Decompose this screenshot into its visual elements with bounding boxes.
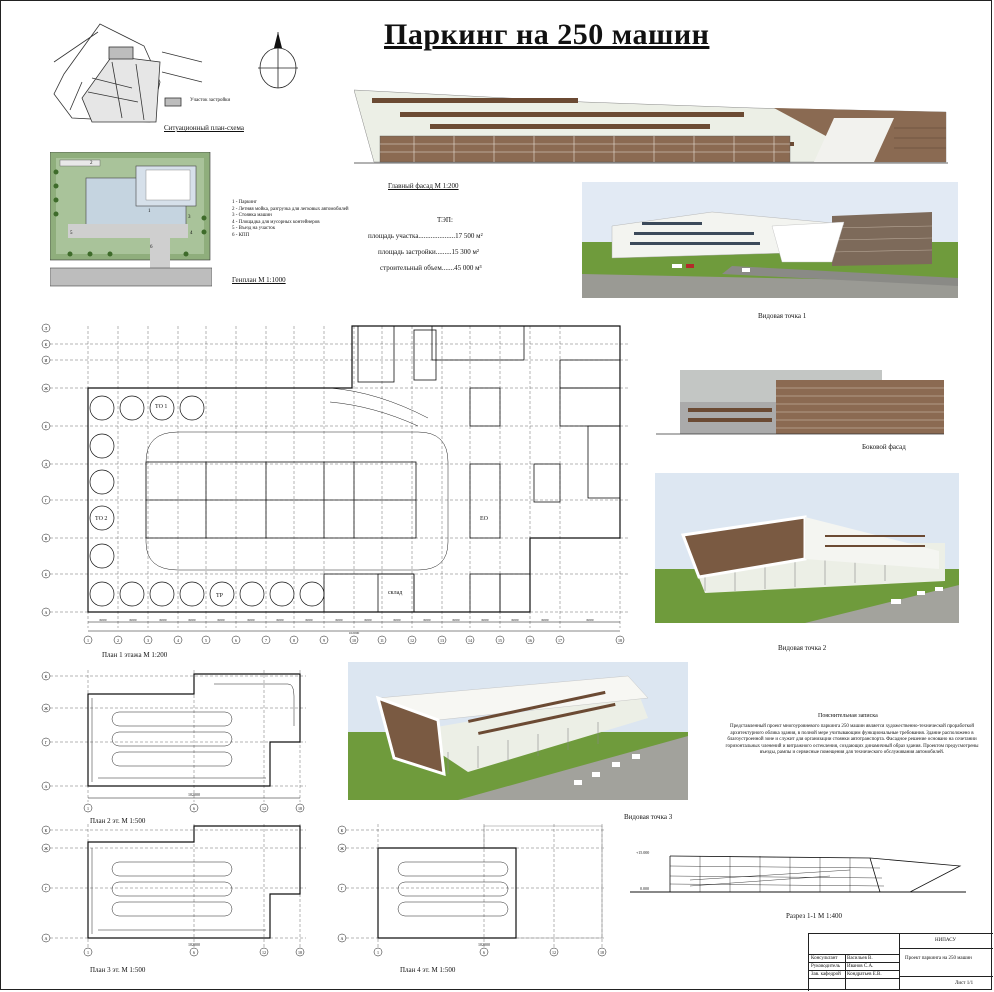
axis-label: 9 — [323, 638, 325, 643]
stamp-organization: НИПАСУ — [935, 938, 957, 943]
dimension-label: 6000 — [99, 618, 107, 622]
plan-1-caption: План 1 этажа М 1:200 — [102, 651, 168, 659]
situation-plan-caption: Ситуационный план-схема — [164, 124, 244, 132]
axis-label: Ж — [340, 846, 344, 851]
axis-label: Б — [44, 572, 48, 577]
room-label-tr: ТР — [216, 593, 224, 599]
total-dimension-label: 102000 — [188, 792, 200, 797]
axis-label: Г — [44, 886, 48, 891]
stamp-role: Консультант — [811, 956, 838, 961]
genplan-legend-item: 5 - Въезд на участок — [232, 226, 276, 231]
view2-caption: Видовая точка 2 — [778, 644, 827, 652]
axis-label: 1 — [87, 638, 89, 643]
genplan-drawing — [50, 152, 212, 288]
room-label-sklad: склад — [388, 590, 403, 596]
plan-2-caption: План 2 эт. М 1:500 — [90, 817, 146, 825]
axis-label: К — [44, 674, 48, 679]
tep-row: строительный объем.......45 000 м³ — [380, 264, 482, 272]
dimension-label: 6000 — [276, 618, 284, 622]
dimension-label: 6000 — [481, 618, 489, 622]
section-1-1 — [630, 842, 970, 902]
side-facade-caption: Боковой фасад — [862, 443, 906, 451]
genplan-legend-item: 4 - Площадка для мусорных контейнеров — [232, 219, 320, 225]
elevation-mark: 0.000 — [640, 886, 649, 891]
sheet-title: Паркинг на 250 машин — [384, 18, 710, 51]
dimension-label: 6000 — [586, 618, 594, 622]
dimension-label: 6000 — [188, 618, 196, 622]
stamp-name: Иванов С.А. — [847, 964, 874, 969]
dimension-label: 6000 — [511, 618, 519, 622]
view1-caption: Видовая точка 1 — [758, 312, 807, 320]
axis-label: К — [44, 342, 48, 347]
axis-label: 11 — [380, 638, 384, 643]
main-facade-caption: Главный фасад М 1:200 — [388, 182, 459, 190]
axis-label: 17 — [558, 638, 562, 643]
axis-label: Е — [44, 424, 48, 429]
axis-label: 13 — [440, 638, 444, 643]
axis-label: Ж — [44, 706, 48, 711]
genplan-label-1: 1 — [148, 209, 151, 214]
genplan-legend — [232, 200, 349, 239]
axis-label: А — [44, 784, 48, 789]
plan-3-caption: План 3 эт. М 1:500 — [90, 966, 146, 974]
axis-label: 7 — [265, 638, 267, 643]
dimension-label: 6000 — [423, 618, 431, 622]
total-dimension-label: 102000 — [188, 942, 200, 947]
stamp-name: Васильев В. — [847, 956, 873, 961]
room-label-eo: ЕО — [480, 516, 488, 522]
axis-label: 5 — [205, 638, 207, 643]
axis-label: Г — [44, 498, 48, 503]
axis-label: Г — [44, 740, 48, 745]
stamp-role: Зав. кафедрой — [811, 972, 841, 977]
axis-label: 8 — [293, 638, 295, 643]
dimension-label: 6000 — [305, 618, 313, 622]
axis-label: 4 — [177, 638, 179, 643]
dimension-label: 6000 — [393, 618, 401, 622]
plan-4-caption: План 4 эт. М 1:500 — [400, 966, 456, 974]
stamp-role: Руководитель — [811, 964, 841, 969]
axis-label: 12 — [262, 806, 266, 811]
axis-label: К — [44, 828, 48, 833]
main-facade — [354, 88, 948, 170]
situation-legend-label: Участок застройки — [190, 98, 231, 103]
tep-row: площадь участка.....................17 500 м² — [368, 232, 483, 240]
axis-label: 12 — [410, 638, 414, 643]
dimension-label: 6000 — [541, 618, 549, 622]
total-dimension-label: 102000 — [348, 631, 360, 635]
axis-label: А — [44, 610, 48, 615]
axis-label: 15 — [498, 638, 502, 643]
stamp-sheet: Лист 1/1 — [955, 981, 974, 986]
axis-label: Г — [340, 886, 344, 891]
plan-1-floor — [38, 322, 638, 644]
axis-label: 3 — [147, 638, 149, 643]
axis-label: Ж — [44, 386, 48, 391]
dimension-label: 6000 — [364, 618, 372, 622]
axis-label: А — [340, 936, 344, 941]
axis-label: 18 — [600, 950, 604, 955]
tep-row: площадь застройки.........15 300 м² — [378, 248, 480, 256]
genplan-legend-item: 1 - Паркинг — [232, 200, 257, 205]
axis-label: И — [44, 358, 48, 363]
explanatory-note-title: Пояснительная записка — [818, 713, 878, 719]
plan-2-floor — [38, 666, 308, 816]
genplan-legend-item: 6 - КПП — [232, 232, 250, 238]
genplan-label-4: 4 — [190, 231, 193, 236]
genplan-label-3: 3 — [188, 215, 191, 220]
explanatory-note-text: Представленный проект многоуровневого паркинга 250 машин является художественно-технической проработкой архитектурного облика здания, в полной мере учитывающим функциональные требования. Здание расположено в благоустроенной зоне и служит для организации стоянки автотранспорта. Фасадное решение основано на сочетании горизонтальных членений и витражного остекления, создающих динамичный образ здания. Проектом предусмотрены въезды, рампы и сервисные помещения для технического обслуживания автомобилей. — [725, 724, 979, 755]
axis-label: 6 — [483, 950, 485, 955]
dimension-label: 6000 — [335, 618, 343, 622]
axis-label: 12 — [552, 950, 556, 955]
genplan-legend-item: 2 - Летняя мойка, разгрузка для легковых автомобилей — [232, 206, 349, 212]
dimension-label: 6000 — [159, 618, 167, 622]
axis-label: 18 — [298, 806, 302, 811]
axis-label: 1 — [377, 950, 379, 955]
genplan-label-2: 2 — [90, 161, 93, 166]
axis-label: 18 — [298, 950, 302, 955]
stamp-name: Кондратьев Е.В. — [847, 972, 882, 977]
axis-label: 14 — [468, 638, 472, 643]
side-facade — [656, 366, 944, 438]
axis-label: 1 — [87, 950, 89, 955]
view1-render — [582, 182, 958, 298]
axis-label: 6 — [193, 950, 195, 955]
genplan-label-5: 5 — [70, 231, 73, 236]
axis-label: 1 — [87, 806, 89, 811]
total-dimension-label: 102000 — [478, 942, 490, 947]
section-caption: Разрез 1-1 М 1:400 — [786, 912, 842, 920]
axis-label: 12 — [262, 950, 266, 955]
title-block — [808, 933, 993, 991]
view2-render — [655, 473, 959, 623]
axis-label: К — [340, 828, 344, 833]
legend-swatch — [165, 98, 181, 106]
dimension-label: 6000 — [129, 618, 137, 622]
axis-label: 6 — [235, 638, 237, 643]
tep-title: ТЭП: — [437, 216, 453, 224]
north-arrow-icon — [256, 28, 300, 94]
genplan-caption: Генплан М 1:1000 — [232, 276, 286, 284]
dimension-label: 6000 — [452, 618, 460, 622]
axis-label: 2 — [117, 638, 119, 643]
axis-label: 18 — [618, 638, 622, 643]
axis-label: Д — [44, 462, 48, 467]
genplan-label-6: 6 — [150, 245, 153, 250]
axis-label: 10 — [352, 638, 356, 643]
elevation-mark: +15.000 — [636, 850, 650, 855]
plan-3-floor — [38, 822, 308, 958]
view3-render — [348, 662, 688, 800]
axis-label: А — [44, 936, 48, 941]
axis-label: 6 — [193, 806, 195, 811]
dimension-label: 6000 — [247, 618, 255, 622]
room-label-to1: ТО 1 — [155, 404, 168, 410]
axis-label: 16 — [528, 638, 532, 643]
stamp-project: Проект паркинга на 250 машин — [905, 956, 972, 961]
room-label-to2: ТО 2 — [95, 516, 108, 522]
situation-plan — [52, 22, 232, 126]
view3-caption: Видовая точка 3 — [624, 813, 673, 821]
axis-label: Л — [44, 326, 48, 331]
axis-label: Ж — [44, 846, 48, 851]
genplan-legend-item: 3 - Стоянка машин — [232, 213, 272, 218]
dimension-label: 6000 — [217, 618, 225, 622]
plan-4-floor — [334, 822, 610, 958]
axis-label: В — [44, 536, 48, 541]
